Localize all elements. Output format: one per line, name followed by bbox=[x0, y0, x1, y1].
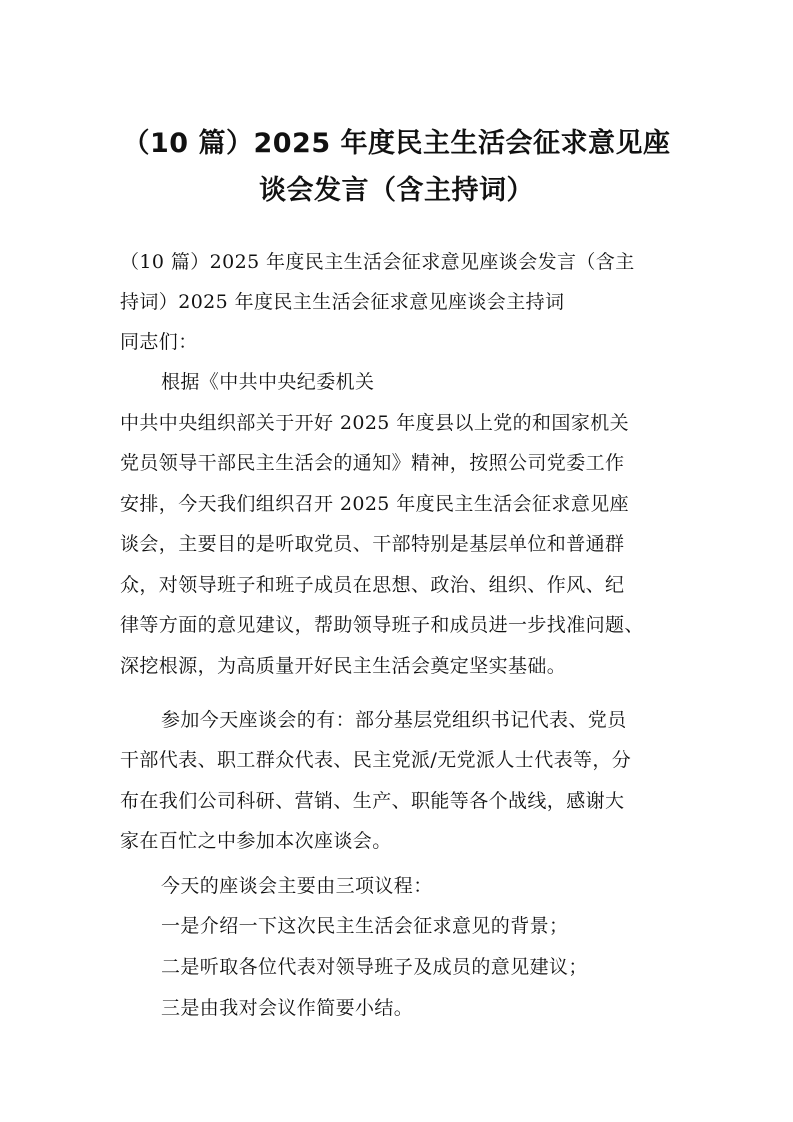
body-line: 今天的座谈会主要由三项议程： bbox=[161, 875, 433, 897]
body-line: 家在百忙之中参加本次座谈会。 bbox=[120, 830, 392, 852]
document-title-line-1: （10 篇）2025 年度民主生活会征求意见座 bbox=[122, 128, 671, 159]
body-line: 干部代表、职工群众代表、民主党派/无党派人士代表等，分 bbox=[120, 749, 632, 771]
body-line: 律等方面的意见建议，帮助领导班子和成员进一步找准问题、 bbox=[120, 614, 644, 636]
agenda-item-1: 一是介绍一下这次民主生活会征求意见的背景； bbox=[161, 915, 569, 937]
body-line: 参加今天座谈会的有：部分基层党组织书记代表、党员 bbox=[161, 709, 627, 731]
agenda-item-2: 二是听取各位代表对领导班子及成员的意见建议； bbox=[161, 956, 588, 978]
body-line: 根据《中共中央纪委机关 bbox=[161, 371, 375, 393]
agenda-item-3: 三是由我对会议作简要小结。 bbox=[161, 997, 414, 1019]
body-line: 布在我们公司科研、营销、生产、职能等各个战线，感谢大 bbox=[120, 790, 625, 812]
salutation: 同志们： bbox=[120, 331, 198, 353]
body-line: 众，对领导班子和班子成员在思想、政治、组织、作风、纪 bbox=[120, 574, 625, 596]
body-line: 党员领导干部民主生活会的通知》精神，按照公司党委工作 bbox=[120, 452, 625, 474]
body-line: 谈会，主要目的是听取党员、干部特别是基层单位和普通群 bbox=[120, 533, 625, 555]
body-line: 持词）2025 年度民主生活会征求意见座谈会主持词 bbox=[120, 291, 565, 313]
body-line: 深挖根源，为高质量开好民主生活会奠定坚实基础。 bbox=[120, 655, 567, 677]
body-line: （10 篇）2025 年度民主生活会征求意见座谈会发言（含主 bbox=[120, 251, 635, 273]
body-line: 中共中央组织部关于开好 2025 年度县以上党的和国家机关 bbox=[120, 412, 630, 434]
body-line: 安排，今天我们组织召开 2025 年度民主生活会征求意见座 bbox=[120, 493, 630, 515]
document-title-line-2: 谈会发言（含主持词） bbox=[259, 175, 534, 206]
